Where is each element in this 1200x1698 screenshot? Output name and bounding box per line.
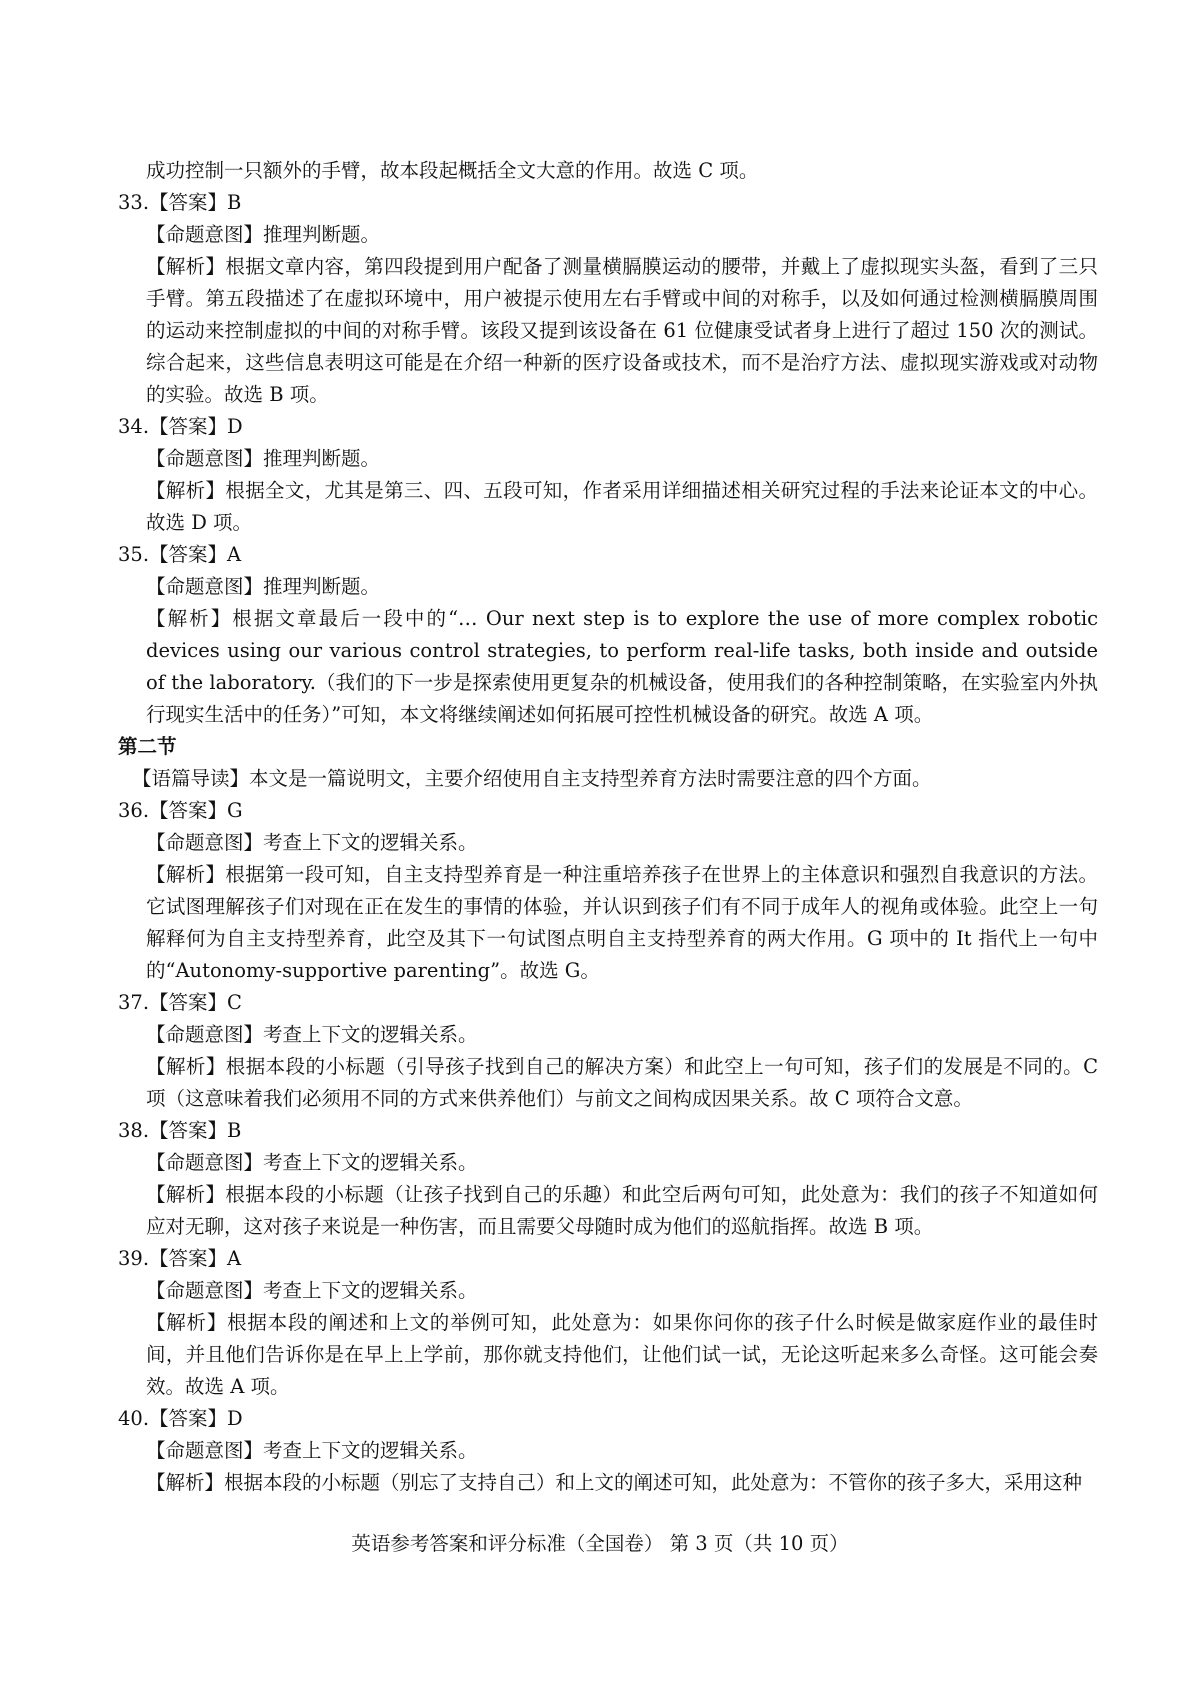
explanation-paragraph: 【命题意图】推理判断题。 — [146, 223, 381, 246]
answer-heading: 33.【答案】B — [118, 191, 242, 214]
explanation-paragraph: 【解析】根据本段的小标题（别忘了支持自己）和上文的阐述可知，此处意为：不管你的孩子多大，采用这种 — [146, 1471, 1083, 1494]
explanation-paragraph: 【解析】根据文章内容，第四段提到用户配备了测量横膈膜运动的腰带，并戴上了虚拟现实头盔，看到了三只手臂。第五段描述了在虚拟环境中，用户被提示使用左右手臂或中间的对称手，以及如何通过检测横膈膜周围的运动来控制虚拟的中间的对称手臂。该段又提到该设备在 61 位健康受试者身上进行了超过 150 次的测试。综合起来，这些信息表明这可能是在介绍一种新的医疗设备或技术，而不是治疗方法、虚拟现实游戏或对动物的实验。故选 B 项。 — [146, 255, 1098, 406]
explanation-paragraph: 【命题意图】考查上下文的逻辑关系。 — [146, 1279, 478, 1302]
page-footer: 英语参考答案和评分标准（全国卷） 第 3 页（共 10 页） — [351, 1532, 849, 1555]
explanation-paragraph: 【命题意图】推理判断题。 — [146, 575, 381, 598]
answer-heading: 38.【答案】B — [118, 1119, 242, 1142]
section-heading: 第二节 — [118, 735, 177, 758]
answer-heading: 36.【答案】G — [118, 799, 243, 822]
explanation-paragraph: 【语篇导读】本文是一篇说明文，主要介绍使用自主支持型养育方法时需要注意的四个方面。 — [132, 767, 932, 790]
explanation-paragraph: 【解析】根据文章最后一段中的“… Our next step is to explore the use of more complex robotic devices using our various control strategies, to perform real-life tasks, both inside and outside of the laboratory.（我们的下一步是探索使用更复杂的机械设备，使用我们的各种控制策略，在实验室内外执行现实生活中的任务）”可知，本文将继续阐述如何拓展可控性机械设备的研究。故选 A 项。 — [146, 607, 1098, 726]
explanation-paragraph: 【命题意图】考查上下文的逻辑关系。 — [146, 1151, 478, 1174]
explanation-paragraph: 【解析】根据全文，尤其是第三、四、五段可知，作者采用详细描述相关研究过程的手法来论证本文的中心。故选 D 项。 — [146, 479, 1098, 534]
answer-heading: 40.【答案】D — [118, 1407, 243, 1430]
explanation-paragraph: 【命题意图】考查上下文的逻辑关系。 — [146, 831, 478, 854]
answer-heading: 39.【答案】A — [118, 1247, 242, 1270]
explanation-paragraph: 【命题意图】考查上下文的逻辑关系。 — [146, 1023, 478, 1046]
explanation-paragraph: 【命题意图】考查上下文的逻辑关系。 — [146, 1439, 478, 1462]
explanation-paragraph: 【解析】根据本段的小标题（让孩子找到自己的乐趣）和此空后两句可知，此处意为：我们的孩子不知道如何应对无聊，这对孩子来说是一种伤害，而且需要父母随时成为他们的巡航指挥。故选 B 项。 — [146, 1183, 1098, 1238]
explanation-paragraph: 【解析】根据第一段可知，自主支持型养育是一种注重培养孩子在世界上的主体意识和强烈自我意识的方法。它试图理解孩子们对现在正在发生的事情的体验，并认识到孩子们有不同于成年人的视角或体验。此空上一句解释何为自主支持型养育，此空及其下一句试图点明自主支持型养育的两大作用。G 项中的 It 指代上一句中的“Autonomy-supportive parenting”。故选 G。 — [146, 863, 1098, 982]
explanation-paragraph: 【解析】根据本段的阐述和上文的举例可知，此处意为：如果你问你的孩子什么时候是做家庭作业的最佳时间，并且他们告诉你是在早上上学前，那你就支持他们，让他们试一试，无论这听起来多么奇怪。这可能会奏效。故选 A 项。 — [146, 1311, 1098, 1398]
answer-explanations — [118, 155, 1098, 1499]
explanation-paragraph: 成功控制一只额外的手臂，故本段起概括全文大意的作用。故选 C 项。 — [146, 159, 759, 182]
explanation-paragraph: 【解析】根据本段的小标题（引导孩子找到自己的解决方案）和此空上一句可知，孩子们的发展是不同的。C 项（这意味着我们必须用不同的方式来供养他们）与前文之间构成因果关系。故 C 项符合文意。 — [146, 1055, 1098, 1110]
answer-heading: 35.【答案】A — [118, 543, 242, 566]
explanation-paragraph: 【命题意图】推理判断题。 — [146, 447, 381, 470]
answer-heading: 34.【答案】D — [118, 415, 243, 438]
answer-heading: 37.【答案】C — [118, 991, 242, 1014]
